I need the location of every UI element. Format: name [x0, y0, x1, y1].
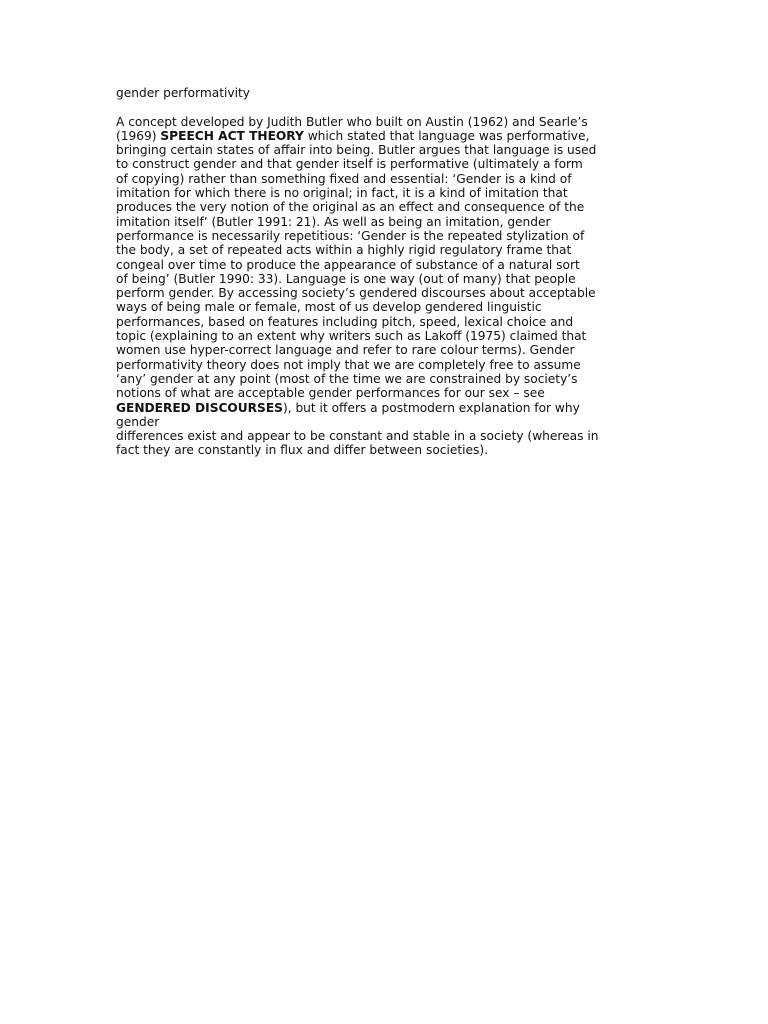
paragraph-line: notions of what are acceptable gender performances for our sex – see	[116, 386, 545, 401]
paragraph-line: imitation itself’ (Butler 1991: 21). As well as being an imitation, gender	[116, 214, 551, 229]
paragraph-line: congeal over time to produce the appearance of substance of a natural sort	[116, 257, 580, 272]
paragraph-line: ‘any’ gender at any point (most of the time we are constrained by society’s	[116, 371, 578, 386]
text-segment: (1969)	[116, 128, 161, 143]
document-title: gender performativity	[116, 86, 250, 100]
paragraph-line: topic (explaining to an extent why writers such as Lakoff (1975) claimed that	[116, 329, 587, 344]
cross-reference-term: GENDERED DISCOURSES	[116, 400, 283, 415]
paragraph-line: performativity theory does not imply that we are completely free to assume	[116, 357, 581, 372]
paragraph-line: bringing certain states of affair into being. Butler argues that language is used	[116, 143, 597, 158]
paragraph-line: of copying) rather than something fixed and essential: ‘Gender is a kind of	[116, 171, 572, 186]
paragraph-line: imitation for which there is no original; in fact, it is a kind of imitation that	[116, 186, 568, 201]
paragraph-line: gender	[116, 414, 160, 429]
paragraph-line: produces the very notion of the original as an effect and consequence of the	[116, 200, 585, 215]
paragraph-line: women use hyper-correct language and refer to rare colour terms). Gender	[116, 343, 575, 358]
paragraph-line	[116, 401, 636, 415]
paragraph-line: performances, based on features including pitch, speed, lexical choice and	[116, 314, 574, 329]
text-segment: which stated that language was performative,	[303, 128, 590, 143]
paragraph-line: performance is necessarily repetitious: ‘Gender is the repeated stylization of	[116, 228, 585, 243]
cross-reference-term: SPEECH ACT THEORY	[160, 128, 304, 143]
paragraph-line: to construct gender and that gender itself is performative (ultimately a form	[116, 157, 583, 172]
paragraph-line: of being’ (Butler 1990: 33). Language is one way (out of many) that people	[116, 271, 576, 286]
document-body	[116, 115, 636, 458]
paragraph-line: ways of being male or female, most of us develop gendered linguistic	[116, 300, 542, 315]
text-segment: ), but it offers a postmodern explanation for why	[282, 400, 580, 415]
paragraph-line: fact they are constantly in flux and differ between societies).	[116, 443, 489, 458]
paragraph-line	[116, 129, 636, 143]
paragraph-line: differences exist and appear to be constant and stable in a society (whereas in	[116, 429, 599, 444]
document-page	[116, 86, 636, 458]
paragraph-line: the body, a set of repeated acts within a highly rigid regulatory frame that	[116, 243, 572, 258]
paragraph-line: A concept developed by Judith Butler who built on Austin (1962) and Searle’s	[116, 114, 588, 129]
paragraph-line: perform gender. By accessing society’s gendered discourses about acceptable	[116, 286, 596, 301]
